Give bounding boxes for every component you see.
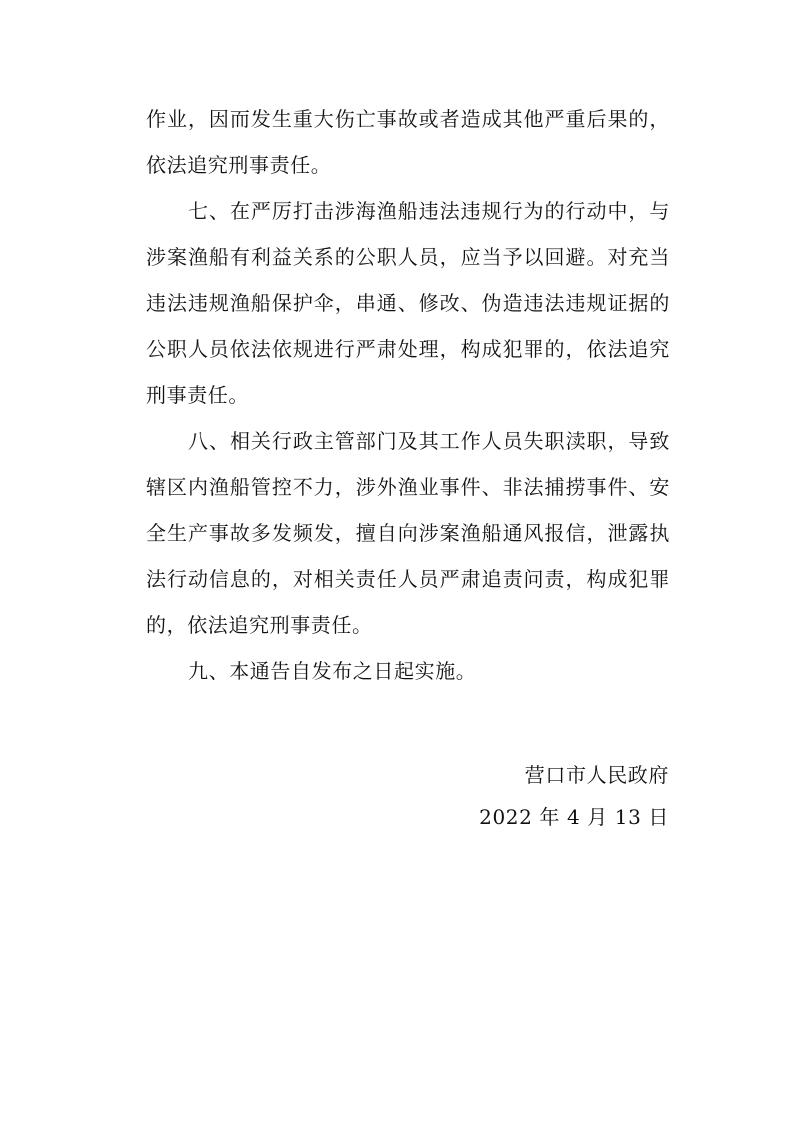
paragraph-article-9: 九、本通告自发布之日起实施。: [188, 659, 477, 683]
paragraph-article-8: 八、相关行政主管部门及其工作人员失职渎职，导致辖区内渔船管控不力，涉外渔业事件、非法捕捞事件、安全生产事故多发频发，擅自向涉案渔船通风报信，泄露执法行动信息的，对相关责任人员严肃追责问责，构成犯罪的，依法追究刑事责任。: [146, 429, 670, 637]
document-body: [146, 96, 670, 694]
signature-date: 2022 年 4 月 13 日: [479, 805, 669, 829]
paragraph-article-7: 七、在严厉打击涉海渔船违法违规行为的行动中，与涉案渔船有利益关系的公职人员，应当予以回避。对充当违法违规渔船保护伞，串通、修改、伪造违法违规证据的公职人员依法依规进行严肃处理，构成犯罪的，依法追究刑事责任。: [146, 199, 670, 407]
signature-organization: 营口市人民政府: [524, 763, 669, 787]
paragraph-continuation: 作业，因而发生重大伤亡事故或者造成其他严重后果的，依法追究刑事责任。: [146, 107, 670, 177]
